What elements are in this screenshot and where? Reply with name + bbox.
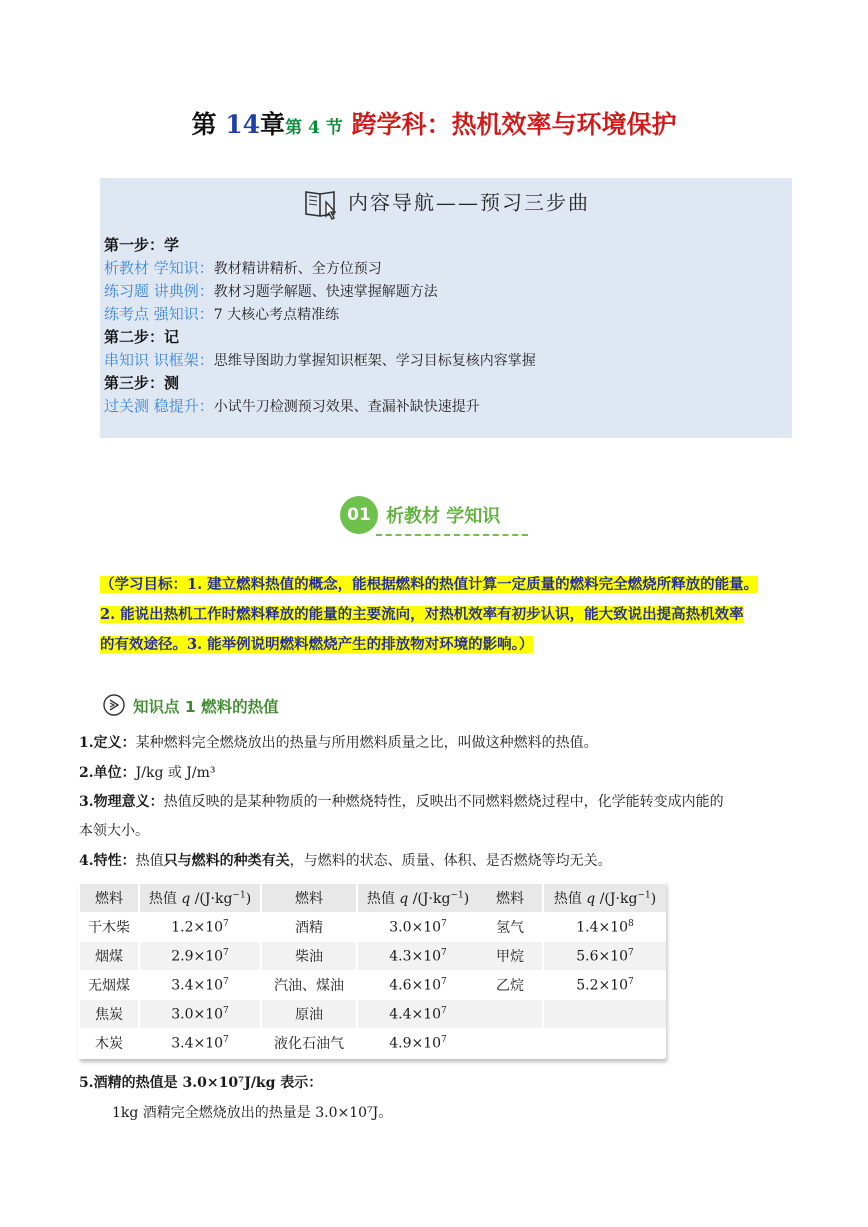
nav-step-label: 第三步：测 — [104, 374, 180, 392]
heat-value-cell — [139, 971, 260, 1000]
nav-step-6 — [104, 372, 179, 395]
fuel-table-1 — [80, 884, 260, 1058]
heat-value-exponent: 7 — [223, 947, 229, 958]
para-property-post: ，与燃料的状态、质量、体积、是否燃烧等均无关。 — [289, 853, 612, 869]
header-value-end: ) — [245, 891, 252, 907]
page-title — [0, 105, 868, 141]
table-row — [262, 942, 478, 971]
content-navigation-box — [100, 178, 792, 438]
header-value-unit: /(J·kg — [408, 891, 451, 907]
nav-item-key: 析教材 学知识： — [104, 259, 214, 277]
nav-item-desc: 小试牛刀检测预习效果、查漏补缺快速提升 — [213, 399, 480, 415]
header-value-pre: 热值 — [148, 891, 182, 907]
para-meaning — [79, 791, 724, 813]
table-row — [478, 1029, 666, 1058]
title-main: 跨学科：热机效率与环境保护 — [351, 110, 677, 139]
heat-value-cell — [139, 1000, 260, 1029]
table-header-row — [80, 884, 260, 913]
header-value-pre: 热值 — [553, 891, 587, 907]
fuel-name-cell — [478, 1029, 543, 1058]
heat-value-mantissa: 1.4×10 — [576, 919, 629, 936]
heat-value-mantissa: 4.4×10 — [389, 1006, 442, 1023]
nav-item-desc: 教材习题学解题、快速掌握解题方法 — [213, 284, 438, 300]
fuel-table-3 — [478, 884, 666, 1058]
nav-step-4 — [104, 326, 179, 349]
para-definition-label: 1.定义： — [79, 735, 136, 751]
section-badge-text: 析教材 学知识 — [386, 506, 501, 527]
arrow-circle-icon — [102, 693, 126, 717]
para-alcohol-text: 1kg 酒精完全燃烧放出的热量是 3.0×10⁷J。 — [112, 1105, 393, 1121]
learning-goal-line-3: 的有效途径。3. 能举例说明燃料燃烧产生的排放物对环境的影响。） — [100, 636, 534, 653]
heat-value-mantissa: 4.9×10 — [389, 1035, 442, 1052]
para-property — [79, 850, 612, 872]
para-unit — [79, 762, 216, 784]
heat-value-mantissa: 5.6×10 — [576, 948, 629, 965]
heat-value-cell — [139, 942, 260, 971]
heat-value-cell — [543, 913, 666, 942]
table-row — [80, 913, 260, 942]
fuel-name-cell: 无烟煤 — [80, 971, 139, 1000]
heat-value-exponent: 7 — [628, 947, 634, 958]
heat-value-exponent: 7 — [223, 918, 229, 929]
header-fuel: 燃料 — [80, 884, 139, 913]
fuel-name-cell: 烟煤 — [80, 942, 139, 971]
nav-item-5 — [104, 349, 536, 372]
para-meaning-text: 热值反映的是某种物质的一种燃烧特性，反映出不同燃料燃烧过程中，化学能转变成内能的 — [163, 794, 724, 810]
heat-value-cell — [357, 971, 478, 1000]
heat-value-exponent: 7 — [223, 1005, 229, 1016]
book-pointer-icon — [302, 186, 342, 222]
header-value-exp: −1 — [637, 890, 651, 901]
heat-value-mantissa: 3.0×10 — [171, 1006, 224, 1023]
heat-value-exponent: 7 — [441, 1005, 447, 1016]
section-badge-underline — [376, 534, 528, 536]
para-meaning-cont: 本领大小。 — [79, 823, 149, 839]
nav-heading-text: 内容导航——预习三步曲 — [348, 190, 590, 215]
heat-value-cell — [543, 1029, 666, 1058]
table-header-row — [478, 884, 666, 913]
table-row — [478, 1000, 666, 1029]
nav-item-key: 串知识 识框架： — [104, 351, 214, 369]
header-value-q: q — [399, 891, 409, 907]
para-unit-label: 2.单位： — [79, 765, 136, 781]
header-value-exp: −1 — [450, 890, 464, 901]
heat-value-mantissa: 3.4×10 — [171, 1035, 224, 1052]
table-row — [478, 913, 666, 942]
header-value-exp: −1 — [232, 890, 246, 901]
fuel-name-cell: 甲烷 — [478, 942, 543, 971]
table-row — [80, 1029, 260, 1058]
heat-value-exponent: 7 — [441, 918, 447, 929]
para-unit-text: J/kg 或 J/m³ — [135, 765, 216, 781]
nav-step-0 — [104, 234, 179, 257]
fuel-name-cell: 柴油 — [262, 942, 357, 971]
heat-value-cell — [139, 1029, 260, 1058]
header-value-pre: 热值 — [366, 891, 400, 907]
para-alcohol-label: 5.酒精的热值是 3.0×10⁷J/kg 表示： — [79, 1075, 323, 1091]
learning-goal-line-1: （学习目标：1. 建立燃料热值的概念，能根据燃料的热值计算一定质量的燃料完全燃烧所释放的能量。 — [100, 576, 759, 593]
heat-value-exponent: 7 — [441, 947, 447, 958]
heat-value-mantissa: 4.3×10 — [389, 948, 442, 965]
heat-value-mantissa: 4.6×10 — [389, 977, 442, 994]
heat-value-mantissa: 2.9×10 — [171, 948, 224, 965]
header-value-q: q — [586, 891, 596, 907]
nav-item-3 — [104, 303, 339, 326]
nav-heading — [100, 186, 792, 222]
fuel-name-cell: 液化石油气 — [262, 1029, 357, 1058]
table-row — [262, 1000, 478, 1029]
table-row — [478, 942, 666, 971]
para-property-pre: 热值 — [135, 853, 164, 869]
para-alcohol-heading — [79, 1072, 322, 1094]
table-row — [80, 942, 260, 971]
heat-value-exponent: 7 — [223, 1034, 229, 1045]
para-property-bold: 只与燃料的种类有关 — [163, 853, 290, 869]
nav-item-key: 练习题 讲典例： — [104, 282, 214, 300]
heat-value-mantissa: 3.0×10 — [389, 919, 442, 936]
nav-item-2 — [104, 280, 438, 303]
heat-value-exponent: 7 — [223, 976, 229, 987]
fuel-name-cell: 氢气 — [478, 913, 543, 942]
table-row — [478, 971, 666, 1000]
para-definition-text: 某种燃料完全燃烧放出的热量与所用燃料质量之比，叫做这种燃料的热值。 — [135, 735, 598, 751]
heat-value-exponent: 7 — [628, 976, 634, 987]
nav-item-desc: 7 大核心考点精准练 — [213, 307, 340, 323]
header-value-unit: /(J·kg — [190, 891, 233, 907]
table-row — [262, 913, 478, 942]
header-value-end: ) — [463, 891, 470, 907]
heat-value-mantissa: 5.2×10 — [576, 977, 629, 994]
heat-value-exponent: 8 — [628, 918, 634, 929]
heat-value-cell — [139, 913, 260, 942]
para-definition — [79, 732, 598, 754]
fuel-name-cell: 木炭 — [80, 1029, 139, 1058]
fuel-name-cell: 乙烷 — [478, 971, 543, 1000]
table-header-row — [262, 884, 478, 913]
fuel-table-2 — [262, 884, 478, 1058]
para-meaning-label: 3.物理意义： — [79, 794, 164, 810]
header-heat-value — [139, 884, 260, 913]
header-value-end: ) — [650, 891, 657, 907]
fuel-name-cell: 原油 — [262, 1000, 357, 1029]
heat-value-cell — [357, 942, 478, 971]
nav-item-7 — [104, 395, 480, 418]
table-row — [262, 971, 478, 1000]
table-row — [262, 1029, 478, 1058]
learning-goal-line-2: 2. 能说出热机工作时燃料释放的能量的主要流向，对热机效率有初步认识，能大致说出提高热机效率 — [100, 606, 744, 623]
header-value-unit: /(J·kg — [595, 891, 638, 907]
section-badge-number: 01 — [340, 496, 378, 534]
nav-step-label: 第一步：学 — [104, 236, 180, 254]
fuel-name-cell: 汽油、煤油 — [262, 971, 357, 1000]
nav-item-key: 练考点 强知识： — [104, 305, 214, 323]
nav-step-label: 第二步：记 — [104, 328, 180, 346]
knowledge-point-title: 知识点 1 燃料的热值 — [133, 698, 279, 716]
title-chapter-number: 14 — [225, 110, 261, 139]
nav-item-key: 过关测 稳提升： — [104, 397, 214, 415]
heat-value-cell — [543, 942, 666, 971]
heat-value-cell — [357, 913, 478, 942]
nav-item-1 — [104, 257, 382, 280]
header-value-q: q — [181, 891, 191, 907]
heat-value-mantissa: 1.2×10 — [171, 919, 224, 936]
table-row — [80, 971, 260, 1000]
para-property-label: 4.特性： — [79, 853, 136, 869]
fuel-name-cell: 焦炭 — [80, 1000, 139, 1029]
title-prefix: 第 — [191, 110, 217, 139]
header-heat-value — [543, 884, 666, 913]
title-section: 第 4 节 — [285, 118, 343, 138]
title-chapter: 章 — [260, 110, 286, 139]
heat-value-cell — [357, 1000, 478, 1029]
heat-value-cell — [543, 971, 666, 1000]
nav-item-desc: 教材精讲精析、全方位预习 — [213, 261, 382, 277]
heat-value-cell — [357, 1029, 478, 1058]
heat-value-mantissa: 3.4×10 — [171, 977, 224, 994]
nav-item-desc: 思维导图助力掌握知识框架、学习目标复核内容掌握 — [213, 353, 536, 369]
heat-value-exponent: 7 — [441, 1034, 447, 1045]
fuel-name-cell — [478, 1000, 543, 1029]
fuel-name-cell: 干木柴 — [80, 913, 139, 942]
table-row — [80, 1000, 260, 1029]
header-fuel: 燃料 — [262, 884, 357, 913]
fuel-name-cell: 酒精 — [262, 913, 357, 942]
header-fuel: 燃料 — [478, 884, 543, 913]
header-heat-value — [357, 884, 478, 913]
heat-value-exponent: 7 — [441, 976, 447, 987]
section-badge — [340, 496, 540, 536]
heat-value-cell — [543, 1000, 666, 1029]
